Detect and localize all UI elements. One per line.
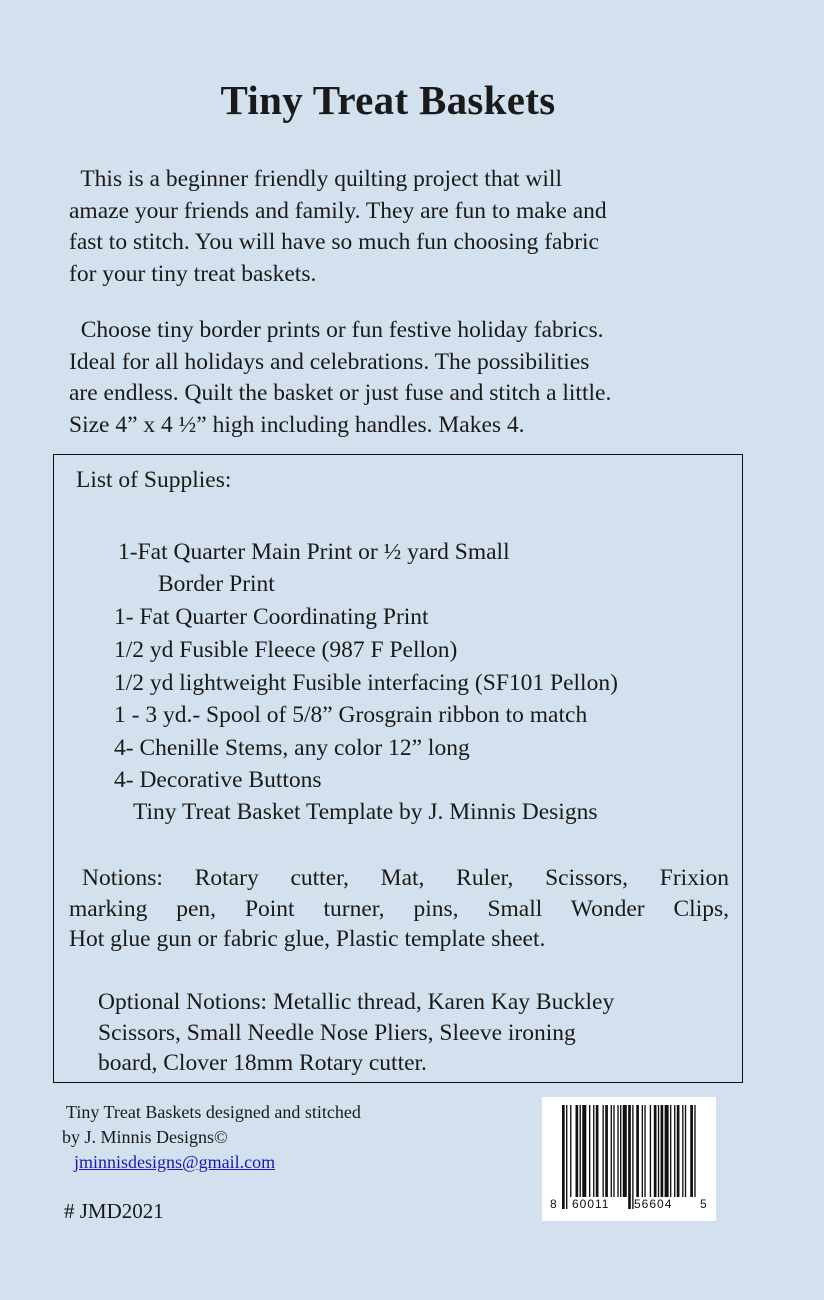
text-line: amaze your friends and family. They are fun to make and bbox=[69, 197, 607, 224]
text-line: Size 4” x 4 ½” high including handles. Makes 4. bbox=[69, 411, 525, 438]
barcode-bar bbox=[677, 1105, 680, 1197]
credit-line: by J. Minnis Designs© bbox=[62, 1127, 228, 1147]
barcode-bars bbox=[542, 1097, 716, 1221]
list-item: Tiny Treat Basket Template by J. Minnis Designs bbox=[133, 799, 598, 825]
barcode-digit: 5 bbox=[700, 1197, 707, 1211]
barcode-digit: 8 bbox=[550, 1197, 557, 1211]
barcode-bar bbox=[661, 1105, 664, 1197]
barcode-digit: 60011 bbox=[572, 1197, 610, 1211]
text-line: Notions: Rotary cutter, Mat, Ruler, Scissors, Frixion bbox=[82, 865, 729, 891]
barcode-bar bbox=[589, 1105, 590, 1197]
supplies-heading: List of Supplies: bbox=[76, 467, 232, 493]
page-title: Tiny Treat Baskets bbox=[220, 77, 556, 123]
notions-paragraph bbox=[69, 863, 729, 955]
list-item: Border Print bbox=[158, 571, 275, 597]
barcode-bar bbox=[593, 1105, 594, 1197]
barcode-bar bbox=[644, 1105, 645, 1197]
credit-line: Tiny Treat Baskets designed and stitched bbox=[66, 1102, 361, 1122]
barcode-bar bbox=[650, 1105, 651, 1197]
barcode-bar bbox=[596, 1105, 599, 1197]
barcode-bar bbox=[654, 1105, 657, 1197]
barcode-bar bbox=[623, 1105, 627, 1197]
barcode-bar bbox=[682, 1105, 683, 1197]
list-item: 1/2 yd Fusible Fleece (987 F Pellon) bbox=[114, 637, 458, 663]
text-line: Scissors, Small Needle Nose Pliers, Sleeve ironing bbox=[98, 1019, 576, 1046]
barcode-bar bbox=[617, 1105, 618, 1197]
list-item: 1/2 yd lightweight Fusible interfacing (SF101 Pellon) bbox=[114, 670, 618, 696]
barcode-bar bbox=[605, 1105, 608, 1197]
email-link[interactable]: jminnisdesigns@gmail.com bbox=[74, 1152, 276, 1172]
designer-credit bbox=[62, 1100, 361, 1175]
barcode bbox=[542, 1097, 716, 1221]
text-line: are endless. Quilt the basket or just fuse and stitch a little. bbox=[69, 380, 612, 406]
barcode-bar bbox=[685, 1105, 686, 1197]
text-line: board, Clover 18mm Rotary cutter. bbox=[98, 1050, 427, 1076]
text-line: for your tiny treat baskets. bbox=[69, 260, 317, 287]
text-line: Optional Notions: Metallic thread, Karen Kay Buckley bbox=[98, 989, 615, 1015]
text-line: Ideal for all holidays and celebrations. The possibilities bbox=[69, 348, 590, 375]
pattern-number: # JMD2021 bbox=[64, 1199, 164, 1223]
barcode-bar bbox=[636, 1105, 639, 1197]
barcode-bar bbox=[603, 1105, 604, 1197]
barcode-bar bbox=[670, 1105, 671, 1197]
text-line: Hot glue gun or fabric glue, Plastic template sheet. bbox=[69, 926, 546, 952]
barcode-bar bbox=[570, 1105, 571, 1197]
barcode-bar bbox=[611, 1105, 612, 1197]
text-line: fast to stitch. You will have so much fun choosing fabric bbox=[69, 229, 599, 255]
list-item: 4- Decorative Buttons bbox=[114, 767, 322, 793]
barcode-bar bbox=[628, 1105, 631, 1209]
text-line: marking pen, Point turner, pins, Small Wonder Clips, bbox=[69, 895, 729, 922]
list-item: 1- Fat Quarter Coordinating Print bbox=[114, 604, 429, 630]
barcode-bar bbox=[665, 1105, 669, 1197]
list-item: 4- Chenille Stems, any color 12” long bbox=[114, 735, 470, 761]
list-item: 1-Fat Quarter Main Print or ½ yard Small bbox=[118, 539, 510, 565]
barcode-bar bbox=[632, 1105, 633, 1209]
barcode-bar bbox=[566, 1105, 567, 1209]
barcode-bar bbox=[694, 1105, 695, 1197]
barcode-bar bbox=[620, 1105, 621, 1197]
barcode-bar bbox=[690, 1105, 693, 1197]
supplies-box bbox=[53, 454, 743, 1083]
barcode-bar bbox=[562, 1105, 565, 1209]
barcode-bar bbox=[613, 1105, 614, 1197]
barcode-digit: 56604 bbox=[634, 1197, 673, 1211]
optional-notions-paragraph bbox=[98, 987, 738, 1079]
barcode-bar bbox=[658, 1105, 659, 1197]
intro-paragraph-2 bbox=[69, 315, 759, 441]
text-line: Choose tiny border prints or fun festive holiday fabrics. bbox=[69, 317, 604, 343]
barcode-bar bbox=[576, 1105, 579, 1197]
barcode-bar bbox=[582, 1105, 586, 1197]
barcode-bar bbox=[674, 1105, 675, 1197]
list-item: 1 - 3 yd.- Spool of 5/8” Grosgrain ribbon to match bbox=[114, 702, 588, 728]
intro-paragraph-1 bbox=[69, 164, 759, 290]
barcode-bar bbox=[642, 1105, 643, 1197]
text-line: This is a beginner friendly quilting project that will bbox=[69, 166, 562, 192]
barcode-bar bbox=[580, 1105, 581, 1197]
